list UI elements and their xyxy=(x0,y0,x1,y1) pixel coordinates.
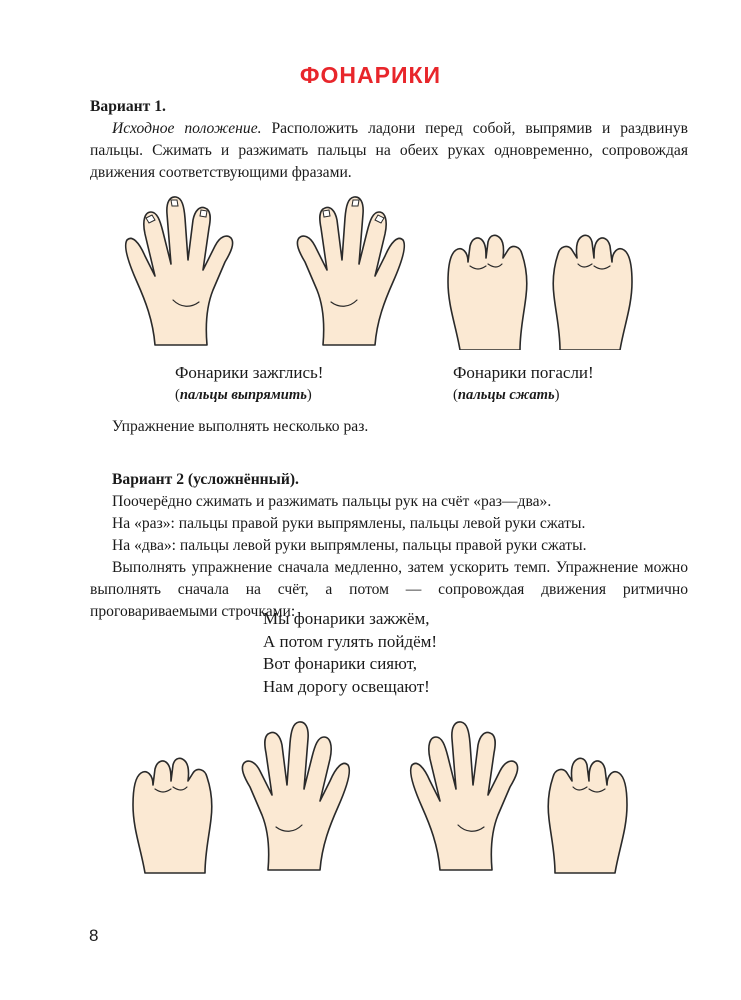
variant1-intro xyxy=(90,118,688,184)
poem-line: А потом гулять пойдём! xyxy=(263,631,438,651)
page-title: ФОНАРИКИ xyxy=(299,62,442,88)
caption-lights-on-note: (пальцы выпрямить) xyxy=(175,387,312,403)
left-fist-icon xyxy=(448,235,527,350)
poem-line: Мы фонарики зажжём, xyxy=(263,609,430,628)
intro-text: Расположить ладони перед собой, выпрямив и раздвинув пальцы. Сжимать и разжимать пальцы на обеих руках одновременно, сопровождая движения соответствующими фразами. xyxy=(90,120,688,181)
left-open-hand-icon xyxy=(411,722,518,870)
variant2-line-3: На «два»: пальцы левой руки выпрямлены, пальцы правой руки сжаты. xyxy=(112,537,587,554)
caption-lights-on: Фонарики зажглись! xyxy=(175,363,324,382)
poem xyxy=(263,608,437,698)
variant1-footer: Упражнение выполнять несколько раз. xyxy=(112,418,369,435)
page-number: 8 xyxy=(89,926,99,945)
right-fist-icon xyxy=(548,758,627,873)
intro-label: Исходное положение. xyxy=(112,120,262,137)
variant1-heading: Вариант 1. xyxy=(90,98,166,115)
variant2-line-1: Поочерёдно сжимать и разжимать пальцы рук на счёт «раз—два». xyxy=(112,493,552,510)
right-fist-icon xyxy=(553,235,632,350)
open-hands-illustration xyxy=(115,190,415,350)
variant2-heading: Вариант 2 (усложнённый). xyxy=(112,471,299,488)
variant2-line-2: На «раз»: пальцы правой руки выпрямлены, пальцы левой руки сжаты. xyxy=(112,515,586,532)
left-open-hand-icon xyxy=(126,197,233,345)
caption-lights-off-note: (пальцы сжать) xyxy=(453,387,560,403)
caption-lights-off: Фонарики погасли! xyxy=(453,363,594,382)
right-open-hand-icon xyxy=(297,197,404,345)
right-open-hand-icon xyxy=(242,722,349,870)
left-fist-icon xyxy=(133,758,212,873)
closed-fists-illustration xyxy=(440,222,640,350)
poem-line: Вот фонарики сияют, xyxy=(263,654,417,673)
variant2-line-4: Выполнять упражнение сначала медленно, затем ускорить темп. Упражнение можно выполнять сначала на счёт, а потом — сопровождая движения ритмично проговариваемыми строчками: xyxy=(90,559,688,620)
alternating-hands-illustration xyxy=(125,715,635,875)
poem-line: Нам дорогу освещают! xyxy=(263,676,430,696)
